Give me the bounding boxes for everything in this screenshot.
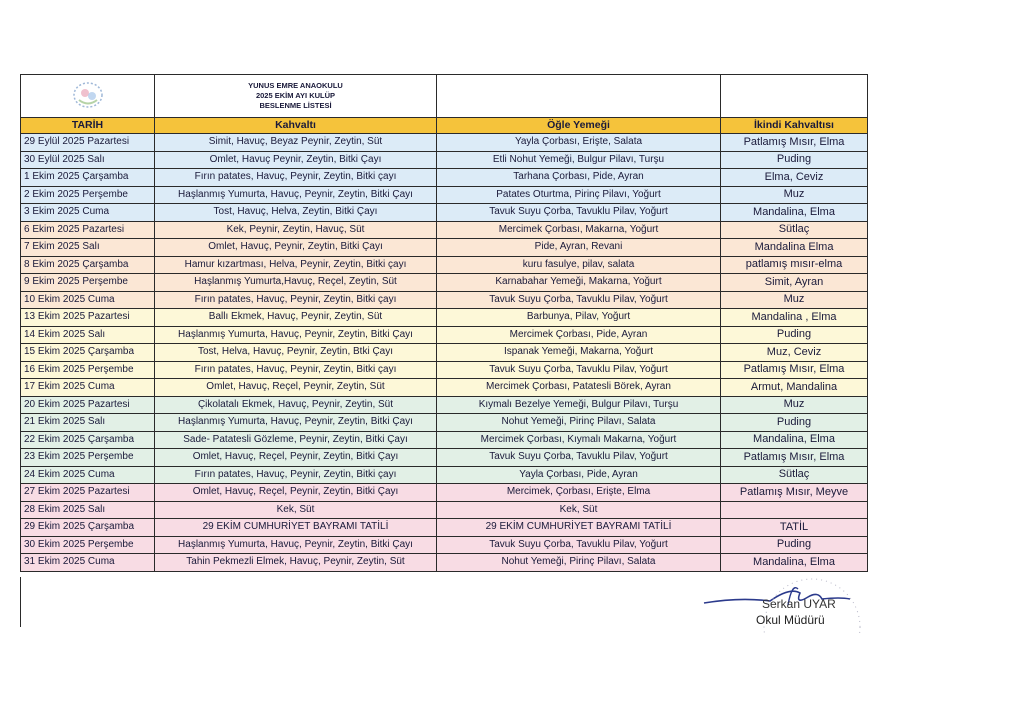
menu-row <box>21 484 868 502</box>
empty-header-cell <box>437 75 721 118</box>
breakfast-cell: Çikolatalı Ekmek, Havuç, Peynir, Zeytin, Süt <box>155 396 437 414</box>
lunch-cell: Barbunya, Pilav, Yoğurt <box>437 309 721 327</box>
lunch-cell: Yayla Çorbası, Pide, Ayran <box>437 466 721 484</box>
lunch-cell: Etli Nohut Yemeği, Bulgur Pilavı, Turşu <box>437 151 721 169</box>
menu-row <box>21 536 868 554</box>
snack-cell: Patlamış Mısır, Elma <box>721 449 868 467</box>
breakfast-cell: Omlet, Havuç, Peynir, Zeytin, Bitki Çayı <box>155 239 437 257</box>
menu-row <box>21 431 868 449</box>
column-header-breakfast: Kahvaltı <box>155 118 437 134</box>
snack-cell: Muz <box>721 396 868 414</box>
menu-row <box>21 151 868 169</box>
menu-row <box>21 466 868 484</box>
menu-row <box>21 344 868 362</box>
date-cell: 29 Eylül 2025 Pazartesi <box>21 134 155 152</box>
snack-cell: Muz <box>721 291 868 309</box>
snack-cell: Muz, Ceviz <box>721 344 868 362</box>
menu-row <box>21 414 868 432</box>
snack-cell: Puding <box>721 326 868 344</box>
breakfast-cell: Omlet, Havuç, Reçel, Peynir, Zeytin, Bitki Çayı <box>155 484 437 502</box>
lunch-cell: Ispanak Yemeği, Makarna, Yoğurt <box>437 344 721 362</box>
breakfast-cell: Haşlanmış Yumurta, Havuç, Peynir, Zeytin, Bitki Çayı <box>155 536 437 554</box>
date-cell: 31 Ekim 2025 Cuma <box>21 554 155 572</box>
snack-cell: Puding <box>721 536 868 554</box>
lunch-cell: kuru fasulye, pilav, salata <box>437 256 721 274</box>
lunch-cell: Tavuk Suyu Çorba, Tavuklu Pilav, Yoğurt <box>437 536 721 554</box>
menu-row <box>21 501 868 519</box>
logo-cell <box>21 75 155 118</box>
date-cell: 9 Ekim 2025 Perşembe <box>21 274 155 292</box>
date-cell: 1 Ekim 2025 Çarşamba <box>21 169 155 187</box>
breakfast-cell: Sade- Patatesli Gözleme, Peynir, Zeytin, Bitki Çayı <box>155 431 437 449</box>
breakfast-cell: Omlet, Havuç Peynir, Zeytin, Bitki Çayı <box>155 151 437 169</box>
lunch-cell: Kek, Süt <box>437 501 721 519</box>
column-header-row <box>21 118 868 134</box>
lunch-cell: Karnabahar Yemeği, Makarna, Yoğurt <box>437 274 721 292</box>
breakfast-cell: Haşlanmış Yumurta, Havuç, Peynir, Zeytin, Bitki Çayı <box>155 326 437 344</box>
menu-row <box>21 221 868 239</box>
snack-cell: Mandalina, Elma <box>721 204 868 222</box>
column-header-date: TARİH <box>21 118 155 134</box>
date-cell: 16 Ekim 2025 Perşembe <box>21 361 155 379</box>
lunch-cell: Mercimek Çorbası, Kıymalı Makarna, Yoğurt <box>437 431 721 449</box>
snack-cell: Sütlaç <box>721 221 868 239</box>
snack-cell: Patlamış Mısır, Elma <box>721 134 868 152</box>
menu-row <box>21 396 868 414</box>
school-name: YUNUS EMRE ANAOKULU <box>248 81 343 90</box>
menu-row <box>21 361 868 379</box>
menu-row <box>21 309 868 327</box>
lunch-cell: Mercimek Çorbası, Pide, Ayran <box>437 326 721 344</box>
menu-row <box>21 274 868 292</box>
snack-cell: Simit, Ayran <box>721 274 868 292</box>
date-cell: 17 Ekim 2025 Cuma <box>21 379 155 397</box>
breakfast-cell: Haşlanmış Yumurta, Havuç, Peynir, Zeytin, Bitki Çayı <box>155 414 437 432</box>
date-cell: 21 Ekim 2025 Salı <box>21 414 155 432</box>
lunch-cell: Nohut Yemeği, Pirinç Pilavı, Salata <box>437 414 721 432</box>
lunch-cell: Patates Oturtma, Pirinç Pilavı, Yoğurt <box>437 186 721 204</box>
snack-cell: Sütlaç <box>721 466 868 484</box>
breakfast-cell: Fırın patates, Havuç, Peynir, Zeytin, Bitki çayı <box>155 291 437 309</box>
lunch-cell: Tavuk Suyu Çorba, Tavuklu Pilav, Yoğurt <box>437 361 721 379</box>
lunch-cell: Tarhana Çorbası, Pide, Ayran <box>437 169 721 187</box>
date-cell: 13 Ekim 2025 Pazartesi <box>21 309 155 327</box>
breakfast-cell: Tahin Pekmezli Elmek, Havuç, Peynir, Zeytin, Süt <box>155 554 437 572</box>
menu-row <box>21 379 868 397</box>
date-cell: 30 Eylül 2025 Salı <box>21 151 155 169</box>
club-title: 2025 EKİM AYI KULÜP <box>255 91 336 100</box>
lunch-cell: Mercimek, Çorbası, Erişte, Elma <box>437 484 721 502</box>
date-cell: 24 Ekim 2025 Cuma <box>21 466 155 484</box>
menu-rows <box>21 134 868 572</box>
lunch-cell: Tavuk Suyu Çorba, Tavuklu Pilav, Yoğurt <box>437 291 721 309</box>
snack-cell: Mandalina , Elma <box>721 309 868 327</box>
menu-row <box>21 326 868 344</box>
snack-cell: Puding <box>721 151 868 169</box>
breakfast-cell: 29 EKİM CUMHURİYET BAYRAMI TATİLİ <box>155 519 437 537</box>
title-cell <box>155 75 437 118</box>
snack-cell: TATİL <box>721 519 868 537</box>
lunch-cell: Kıymalı Bezelye Yemeği, Bulgur Pilavı, Turşu <box>437 396 721 414</box>
title-row <box>21 75 868 118</box>
breakfast-cell: Omlet, Havuç, Reçel, Peynir, Zeytin, Süt <box>155 379 437 397</box>
snack-cell: Patlamış Mısır, Meyve <box>721 484 868 502</box>
snack-cell: Puding <box>721 414 868 432</box>
breakfast-cell: Tost, Helva, Havuç, Peynir, Zeytin, Btki Çayı <box>155 344 437 362</box>
date-cell: 29 Ekim 2025 Çarşamba <box>21 519 155 537</box>
snack-cell: patlamış mısır-elma <box>721 256 868 274</box>
breakfast-cell: Ballı Ekmek, Havuç, Peynir, Zeytin, Süt <box>155 309 437 327</box>
date-cell: 10 Ekim 2025 Cuma <box>21 291 155 309</box>
snack-cell: Muz <box>721 186 868 204</box>
date-cell: 27 Ekim 2025 Pazartesi <box>21 484 155 502</box>
breakfast-cell: Kek, Peynir, Zeytin, Havuç, Süt <box>155 221 437 239</box>
date-cell: 20 Ekim 2025 Pazartesi <box>21 396 155 414</box>
date-cell: 8 Ekim 2025 Çarşamba <box>21 256 155 274</box>
snack-cell: Armut, Mandalina <box>721 379 868 397</box>
date-cell: 3 Ekim 2025 Cuma <box>21 204 155 222</box>
date-cell: 14 Ekim 2025 Salı <box>21 326 155 344</box>
breakfast-cell: Omlet, Havuç, Reçel, Peynir, Zeytin, Bitki Çayı <box>155 449 437 467</box>
breakfast-cell: Haşlanmış Yumurta,Havuç, Reçel, Zeytin, Süt <box>155 274 437 292</box>
menu-row <box>21 239 868 257</box>
snack-cell: Mandalina Elma <box>721 239 868 257</box>
lunch-cell: Nohut Yemeği, Pirinç Pilavı, Salata <box>437 554 721 572</box>
date-cell: 28 Ekim 2025 Salı <box>21 501 155 519</box>
lunch-cell: Tavuk Suyu Çorba, Tavuklu Pilav, Yoğurt <box>437 204 721 222</box>
principal-name: Serkan UYAR <box>762 597 836 611</box>
menu-row <box>21 204 868 222</box>
menu-row <box>21 554 868 572</box>
lunch-cell: Tavuk Suyu Çorba, Tavuklu Pilav, Yoğurt <box>437 449 721 467</box>
lunch-cell: Pide, Ayran, Revani <box>437 239 721 257</box>
breakfast-cell: Hamur kızartması, Helva, Peynir, Zeytin, Bitki çayı <box>155 256 437 274</box>
column-header-lunch: Öğle Yemeği <box>437 118 721 134</box>
list-title: BESLENME LİSTESİ <box>259 101 332 110</box>
date-cell: 15 Ekim 2025 Çarşamba <box>21 344 155 362</box>
column-header-snack: İkindi Kahvaltısı <box>721 118 868 134</box>
menu-table <box>20 74 868 572</box>
snack-cell: Mandalina, Elma <box>721 431 868 449</box>
breakfast-cell: Fırın patates, Havuç, Peynir, Zeytin, Bitki çayı <box>155 466 437 484</box>
menu-row <box>21 291 868 309</box>
empty-header-cell <box>721 75 868 118</box>
menu-row <box>21 169 868 187</box>
menu-row <box>21 186 868 204</box>
date-cell: 30 Ekim 2025 Perşembe <box>21 536 155 554</box>
date-cell: 7 Ekim 2025 Salı <box>21 239 155 257</box>
breakfast-cell: Fırın patates, Havuç, Peynir, Zeytin, Bitki çayı <box>155 169 437 187</box>
signature-block <box>700 575 870 685</box>
snack-cell: Mandalina, Elma <box>721 554 868 572</box>
menu-row <box>21 256 868 274</box>
breakfast-cell: Simit, Havuç, Beyaz Peynir, Zeytin, Süt <box>155 134 437 152</box>
school-logo-icon <box>65 80 111 110</box>
principal-title: Okul Müdürü <box>756 613 825 627</box>
lunch-cell: 29 EKİM CUMHURİYET BAYRAMI TATİLİ <box>437 519 721 537</box>
date-cell: 2 Ekim 2025 Perşembe <box>21 186 155 204</box>
lunch-cell: Mercimek Çorbası, Patatesli Börek, Ayran <box>437 379 721 397</box>
menu-row <box>21 449 868 467</box>
page-frame-line <box>20 577 21 627</box>
lunch-cell: Mercimek Çorbası, Makarna, Yoğurt <box>437 221 721 239</box>
date-cell: 6 Ekim 2025 Pazartesi <box>21 221 155 239</box>
snack-cell <box>721 501 868 519</box>
menu-row <box>21 519 868 537</box>
breakfast-cell: Kek, Süt <box>155 501 437 519</box>
breakfast-cell: Fırın patates, Havuç, Peynir, Zeytin, Bitki çayı <box>155 361 437 379</box>
snack-cell: Elma, Ceviz <box>721 169 868 187</box>
breakfast-cell: Tost, Havuç, Helva, Zeytin, Bitki Çayı <box>155 204 437 222</box>
date-cell: 22 Ekim 2025 Çarşamba <box>21 431 155 449</box>
lunch-cell: Yayla Çorbası, Erişte, Salata <box>437 134 721 152</box>
date-cell: 23 Ekim 2025 Perşembe <box>21 449 155 467</box>
breakfast-cell: Haşlanmış Yumurta, Havuç, Peynir, Zeytin, Bitki Çayı <box>155 186 437 204</box>
snack-cell: Patlamış Mısır, Elma <box>721 361 868 379</box>
menu-row <box>21 134 868 152</box>
